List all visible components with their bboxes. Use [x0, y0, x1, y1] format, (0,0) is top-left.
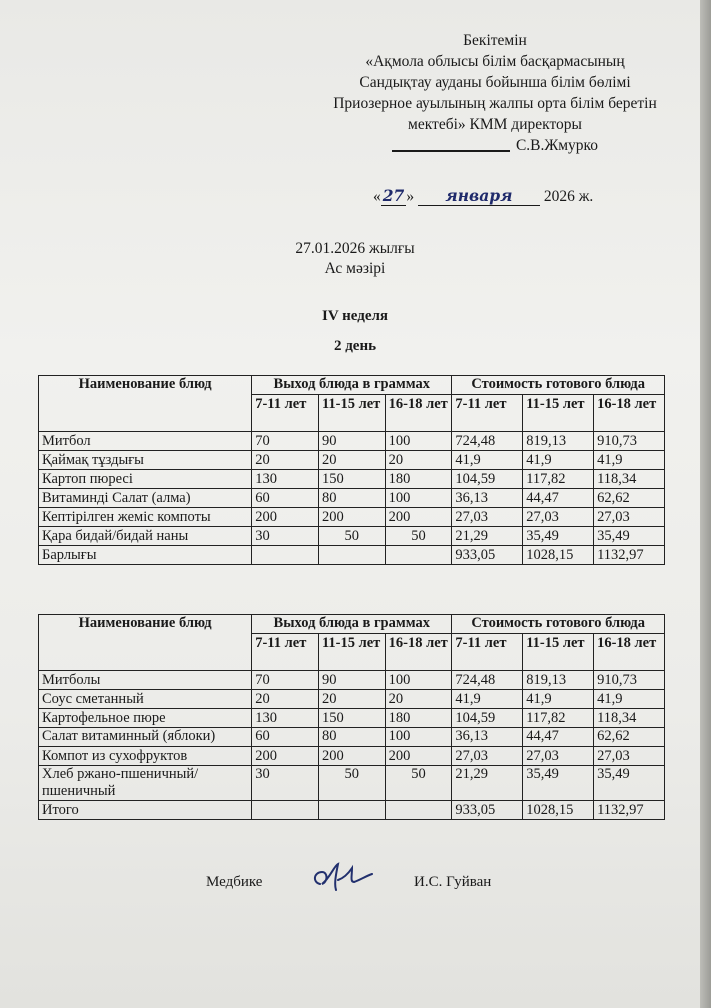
cost-16-18: 35,49: [594, 766, 665, 801]
grams-11-15: 80: [318, 728, 385, 747]
cost-16-18: 118,34: [594, 470, 665, 489]
cost-7-11: 41,9: [452, 690, 523, 709]
grams-16-18: 100: [385, 728, 452, 747]
cost-7-11: 27,03: [452, 747, 523, 766]
empty-cell: [252, 801, 319, 820]
grams-16-18: 180: [385, 470, 452, 489]
empty-cell: [252, 546, 319, 565]
age-7-11: 7-11 лет: [452, 634, 523, 671]
total-cost-11-15: 1028,15: [523, 546, 594, 565]
grams-7-11: 30: [252, 527, 319, 546]
grams-16-18: 100: [385, 432, 452, 451]
grams-11-15: 20: [318, 451, 385, 470]
grams-11-15: 200: [318, 508, 385, 527]
date-close-quote: »: [406, 188, 415, 205]
menu-heading: [240, 239, 470, 279]
dish-name: Митболы: [39, 671, 252, 690]
grams-11-15: 200: [318, 747, 385, 766]
cost-7-11: 724,48: [452, 671, 523, 690]
age-16-18: 16-18 лет: [385, 395, 452, 432]
grams-11-15: 50: [318, 766, 385, 801]
cost-16-18: 910,73: [594, 671, 665, 690]
col-cost: Стоимость готового блюда: [452, 376, 665, 395]
approval-title: Бекітемін: [463, 32, 527, 49]
cost-7-11: 36,13: [452, 489, 523, 508]
grams-16-18: 180: [385, 709, 452, 728]
empty-cell: [385, 801, 452, 820]
dish-name: Митбол: [39, 432, 252, 451]
grams-16-18: 200: [385, 508, 452, 527]
age-11-15: 11-15 лет: [523, 395, 594, 432]
cost-7-11: 21,29: [452, 766, 523, 801]
menu-title: Ас мәзірі: [324, 260, 386, 277]
cost-16-18: 27,03: [594, 508, 665, 527]
grams-11-15: 90: [318, 671, 385, 690]
total-cost-7-11: 933,05: [452, 801, 523, 820]
age-11-15: 11-15 лет: [318, 634, 385, 671]
table-header-row: [39, 376, 665, 395]
cost-11-15: 41,9: [523, 690, 594, 709]
cost-16-18: 62,62: [594, 489, 665, 508]
dish-name: Компот из сухофруктов: [39, 747, 252, 766]
table-row: [39, 766, 665, 801]
table-row: [39, 508, 665, 527]
signature-blank: [392, 150, 510, 152]
age-16-18: 16-18 лет: [594, 634, 665, 671]
cost-16-18: 27,03: [594, 747, 665, 766]
age-16-18: 16-18 лет: [594, 395, 665, 432]
dish-name: Хлеб ржано-пшеничный/пшеничный: [39, 766, 252, 801]
grams-7-11: 70: [252, 671, 319, 690]
cost-7-11: 724,48: [452, 432, 523, 451]
approval-line-3: Приозерное ауылының жалпы орта білім беретін: [333, 95, 657, 112]
table-row: [39, 709, 665, 728]
grams-11-15: 50: [318, 527, 385, 546]
cost-11-15: 819,13: [523, 671, 594, 690]
cost-7-11: 104,59: [452, 470, 523, 489]
date-year: 2026 ж.: [543, 188, 594, 205]
menu-table-kz: [38, 375, 665, 565]
table-row: [39, 489, 665, 508]
grams-11-15: 150: [318, 470, 385, 489]
table-total-row: [39, 801, 665, 820]
age-7-11: 7-11 лет: [452, 395, 523, 432]
cost-7-11: 36,13: [452, 728, 523, 747]
cost-16-18: 35,49: [594, 527, 665, 546]
grams-16-18: 100: [385, 489, 452, 508]
total-cost-16-18: 1132,97: [594, 801, 665, 820]
grams-7-11: 200: [252, 508, 319, 527]
grams-16-18: 20: [385, 451, 452, 470]
grams-7-11: 20: [252, 451, 319, 470]
grams-11-15: 80: [318, 489, 385, 508]
grams-16-18: 50: [385, 527, 452, 546]
table-header-row: [39, 615, 665, 634]
table-row: [39, 527, 665, 546]
date-open-quote: «: [373, 188, 381, 205]
table-row: [39, 470, 665, 489]
total-label: Барлығы: [39, 546, 252, 565]
empty-cell: [385, 546, 452, 565]
total-cost-7-11: 933,05: [452, 546, 523, 565]
approval-line-2: Сандықтау ауданы бойынша білім бөлімі: [359, 74, 631, 91]
grams-11-15: 20: [318, 690, 385, 709]
table-row: [39, 728, 665, 747]
menu-table-ru: [38, 614, 665, 820]
cost-7-11: 27,03: [452, 508, 523, 527]
grams-16-18: 20: [385, 690, 452, 709]
grams-7-11: 200: [252, 747, 319, 766]
table-row: [39, 690, 665, 709]
grams-16-18: 200: [385, 747, 452, 766]
grams-7-11: 60: [252, 489, 319, 508]
cost-7-11: 104,59: [452, 709, 523, 728]
grams-16-18: 100: [385, 671, 452, 690]
approval-block: [300, 30, 690, 156]
grams-16-18: 50: [385, 766, 452, 801]
grams-7-11: 30: [252, 766, 319, 801]
day-label: 2 день: [333, 338, 377, 354]
cost-11-15: 44,47: [523, 728, 594, 747]
cost-16-18: 62,62: [594, 728, 665, 747]
cost-11-15: 27,03: [523, 508, 594, 527]
cost-11-15: 35,49: [523, 527, 594, 546]
cost-11-15: 27,03: [523, 747, 594, 766]
page-edge: [700, 0, 711, 1008]
cost-11-15: 35,49: [523, 766, 594, 801]
table-row: [39, 671, 665, 690]
empty-cell: [318, 546, 385, 565]
col-dish-name: Наименование блюд: [39, 376, 252, 432]
approval-date: [373, 186, 593, 206]
dish-name: Салат витаминный (яблоки): [39, 728, 252, 747]
grams-7-11: 70: [252, 432, 319, 451]
cost-7-11: 41,9: [452, 451, 523, 470]
table-row: [39, 747, 665, 766]
cost-16-18: 910,73: [594, 432, 665, 451]
cost-11-15: 41,9: [523, 451, 594, 470]
cost-7-11: 21,29: [452, 527, 523, 546]
dish-name: Соус сметанный: [39, 690, 252, 709]
handwritten-signature: [308, 860, 378, 896]
total-label: Итого: [39, 801, 252, 820]
cost-16-18: 41,9: [594, 451, 665, 470]
col-output-grams: Выход блюда в граммах: [252, 376, 452, 395]
cost-11-15: 44,47: [523, 489, 594, 508]
cost-11-15: 117,82: [523, 470, 594, 489]
dish-name: Қара бидай/бидай наны: [39, 527, 252, 546]
age-7-11: 7-11 лет: [252, 634, 319, 671]
age-11-15: 11-15 лет: [318, 395, 385, 432]
nurse-role: Медбике: [206, 874, 263, 890]
total-cost-11-15: 1028,15: [523, 801, 594, 820]
cost-11-15: 117,82: [523, 709, 594, 728]
table-row: [39, 432, 665, 451]
week-label: IV неделя: [321, 308, 389, 324]
menu-date: 27.01.2026 жылғы: [295, 240, 415, 257]
age-7-11: 7-11 лет: [252, 395, 319, 432]
empty-cell: [318, 801, 385, 820]
grams-7-11: 60: [252, 728, 319, 747]
age-11-15: 11-15 лет: [523, 634, 594, 671]
grams-11-15: 90: [318, 432, 385, 451]
col-output-grams: Выход блюда в граммах: [252, 615, 452, 634]
approval-line-1: «Ақмола облысы білім басқармасының: [365, 53, 625, 70]
grams-7-11: 20: [252, 690, 319, 709]
dish-name: Картоп пюресі: [39, 470, 252, 489]
dish-name: Картофельное пюре: [39, 709, 252, 728]
approval-signer: С.В.Жмурко: [515, 137, 599, 154]
cost-11-15: 819,13: [523, 432, 594, 451]
approval-line-4: мектебі» КММ директоры: [408, 116, 582, 133]
table-row: [39, 451, 665, 470]
grams-7-11: 130: [252, 709, 319, 728]
dish-name: Қаймақ тұздығы: [39, 451, 252, 470]
dish-name: Кептірілген жеміс компоты: [39, 508, 252, 527]
cost-16-18: 118,34: [594, 709, 665, 728]
grams-7-11: 130: [252, 470, 319, 489]
age-16-18: 16-18 лет: [385, 634, 452, 671]
cost-16-18: 41,9: [594, 690, 665, 709]
nurse-name: И.С. Гуйван: [414, 874, 492, 890]
table-total-row: [39, 546, 665, 565]
approval-signature-line: [300, 135, 690, 156]
date-day: 27: [382, 186, 405, 205]
col-dish-name: Наименование блюд: [39, 615, 252, 671]
col-cost: Стоимость готового блюда: [452, 615, 665, 634]
total-cost-16-18: 1132,97: [594, 546, 665, 565]
dish-name: Витаминді Салат (алма): [39, 489, 252, 508]
date-month: января: [418, 186, 540, 206]
grams-11-15: 150: [318, 709, 385, 728]
